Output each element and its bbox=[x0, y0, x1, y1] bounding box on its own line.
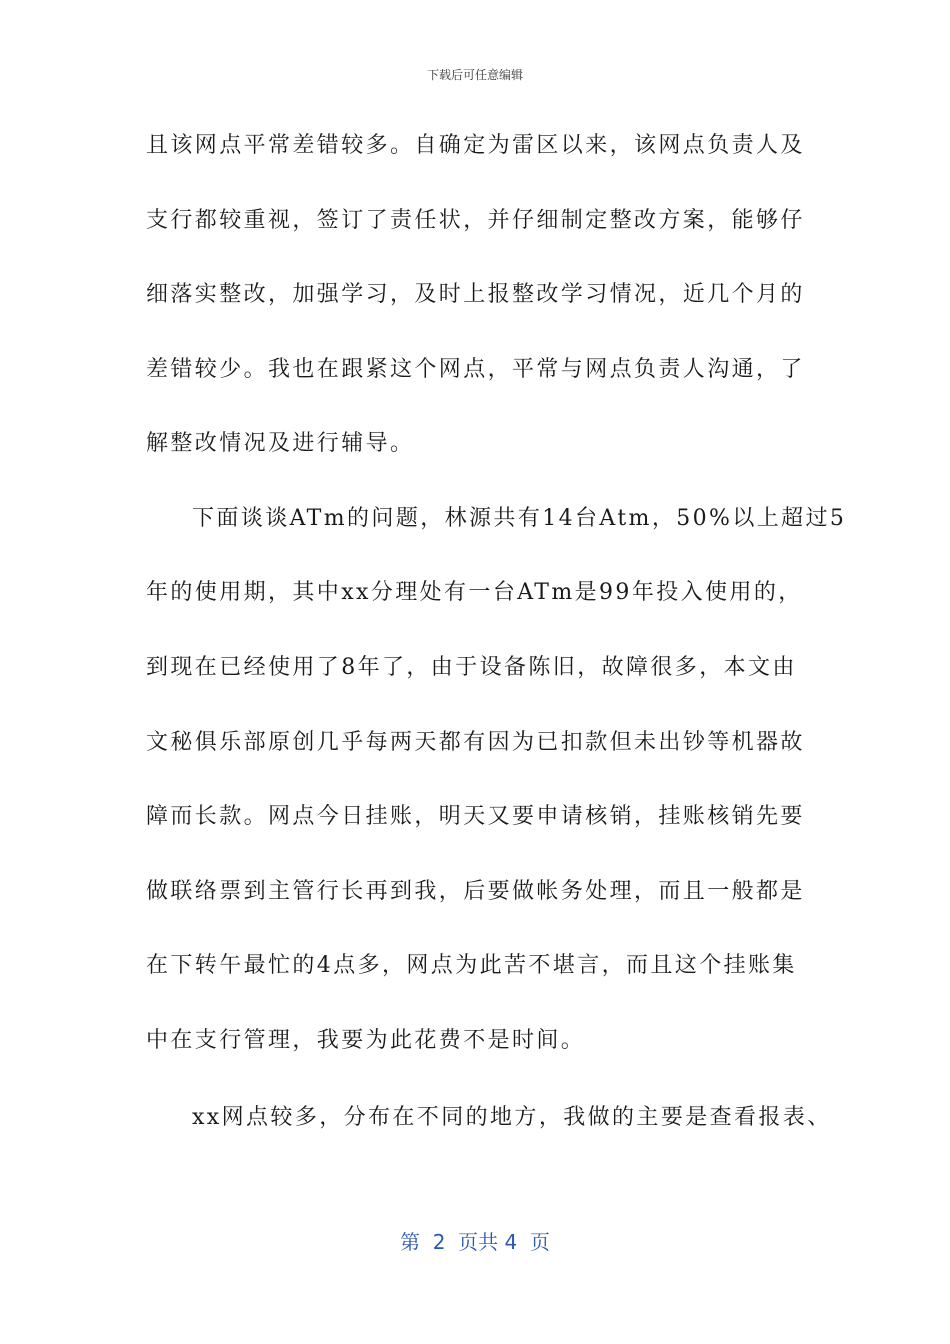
text-line: 且该网点平常差错较多。自确定为雷区以来，该网点负责人及 bbox=[146, 133, 805, 158]
text-line: 中在支行管理，我要为此花费不是时间。 bbox=[146, 1028, 586, 1053]
page-number-footer: 第 2 页共 4 页 bbox=[400, 1230, 550, 1254]
text-line: 差错较少。我也在跟紧这个网点，平常与网点负责人沟通，了 bbox=[146, 357, 805, 382]
text-line: 文秘俱乐部原创几乎每两天都有因为已扣款但未出钞等机器故 bbox=[146, 730, 805, 755]
text-line: 到现在已经使用了8年了，由于设备陈旧，故障很多，本文由 bbox=[146, 655, 797, 680]
text-line: 解整改情况及进行辅导。 bbox=[146, 431, 415, 456]
text-line: 支行都较重视，签订了责任状，并仔细制定整改方案，能够仔 bbox=[146, 208, 805, 233]
page-header: 下载后可任意编辑 bbox=[426, 68, 523, 82]
text-line: 障而长款。网点今日挂账，明天又要申请核销，挂账核销先要 bbox=[146, 804, 805, 829]
text-line: 在下转午最忙的4点多，网点为此苦不堪言，而且这个挂账集 bbox=[146, 953, 797, 978]
text-line: 年的使用期，其中xx分理处有一台ATm是99年投入使用的， bbox=[146, 580, 803, 605]
text-line: 做联络票到主管行长再到我，后要做帐务处理，而且一般都是 bbox=[146, 879, 805, 904]
text-line: 细落实整改，加强学习，及时上报整改学习情况，近几个月的 bbox=[146, 282, 805, 307]
text-line: xx网点较多，分布在不同的地方，我做的主要是查看报表、 bbox=[192, 1105, 832, 1130]
text-line: 下面谈谈ATm的问题，林源共有14台Atm，50%以上超过5 bbox=[192, 506, 847, 531]
